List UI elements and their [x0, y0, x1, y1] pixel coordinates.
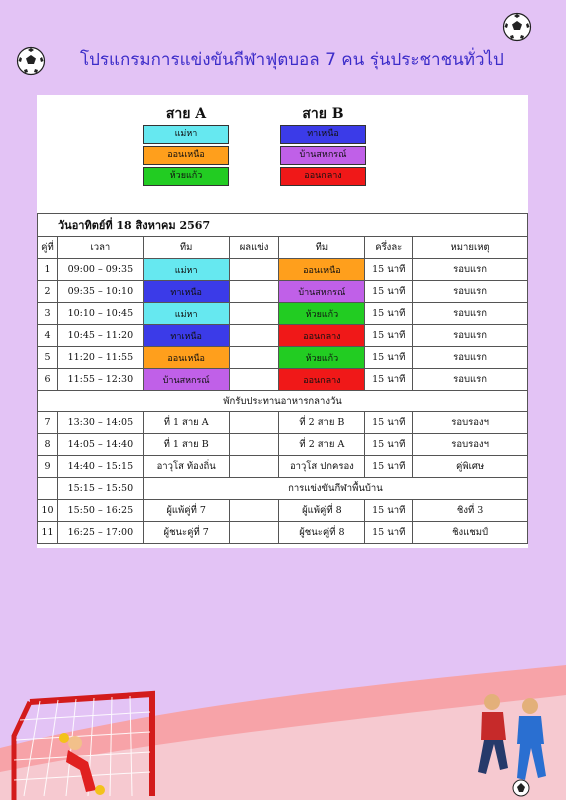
half-duration-cell: 15 นาที — [365, 500, 413, 522]
remark-cell: รอบรองฯ — [413, 434, 528, 456]
remark-cell: รอบแรก — [413, 281, 528, 303]
column-header: คู่ที่ — [38, 237, 58, 259]
score-cell — [229, 522, 279, 544]
column-header: หมายเหตุ — [413, 237, 528, 259]
group-a — [138, 103, 234, 188]
football-illustration — [0, 640, 566, 800]
time-cell: 10:45 – 11:20 — [57, 325, 143, 347]
remark-cell: รอบแรก — [413, 369, 528, 391]
match-no-cell: 11 — [38, 522, 58, 544]
half-duration-cell: 15 นาที — [365, 259, 413, 281]
group-b — [275, 103, 371, 188]
away-team-cell: ผู้แพ้คู่ที่ 8 — [279, 500, 365, 522]
column-header: ทีม — [279, 237, 365, 259]
away-team-cell: ที่ 2 สาย A — [279, 434, 365, 456]
half-duration-cell: 15 นาที — [365, 456, 413, 478]
schedule-sheet — [37, 95, 528, 548]
table-row — [38, 522, 528, 544]
half-duration-cell: 15 นาที — [365, 303, 413, 325]
match-no-cell: 1 — [38, 259, 58, 281]
score-cell — [229, 369, 279, 391]
date-row — [38, 214, 528, 237]
match-no-cell: 4 — [38, 325, 58, 347]
table-row — [38, 412, 528, 434]
column-header: ครึ่งละ — [365, 237, 413, 259]
time-cell: 09:00 – 09:35 — [57, 259, 143, 281]
time-cell: 15:15 – 15:50 — [57, 478, 143, 500]
score-cell — [229, 259, 279, 281]
match-no-cell: 6 — [38, 369, 58, 391]
group-a-team: แม่หา — [143, 125, 229, 144]
table-row — [38, 500, 528, 522]
home-team-cell: อาวุโส ท้องถิ่น — [143, 456, 229, 478]
match-no-cell — [38, 478, 58, 500]
score-cell — [229, 325, 279, 347]
header-row — [38, 237, 528, 259]
table-row — [38, 391, 528, 412]
group-b-team: บ้านสหกรณ์ — [280, 146, 366, 165]
match-no-cell: 5 — [38, 347, 58, 369]
group-b-team: ออนกลาง — [280, 167, 366, 186]
score-cell — [229, 412, 279, 434]
group-a-title: สาย A — [165, 106, 207, 122]
away-team-cell: ผู้ชนะคู่ที่ 8 — [279, 522, 365, 544]
score-cell — [229, 347, 279, 369]
match-no-cell: 10 — [38, 500, 58, 522]
score-cell — [229, 303, 279, 325]
home-team-cell: บ้านสหกรณ์ — [143, 369, 229, 391]
table-row — [38, 347, 528, 369]
home-team-cell: แม่หา — [143, 303, 229, 325]
home-team-cell: แม่หา — [143, 259, 229, 281]
schedule-table — [37, 213, 528, 544]
remark-cell: ชิงที่ 3 — [413, 500, 528, 522]
away-team-cell: ห้วยแก้ว — [279, 303, 365, 325]
half-duration-cell: 15 นาที — [365, 412, 413, 434]
score-cell — [229, 500, 279, 522]
time-cell: 14:05 – 14:40 — [57, 434, 143, 456]
away-team-cell: ห้วยแก้ว — [279, 347, 365, 369]
half-duration-cell: 15 นาที — [365, 347, 413, 369]
half-duration-cell: 15 นาที — [365, 325, 413, 347]
time-cell: 14:40 – 15:15 — [57, 456, 143, 478]
half-duration-cell: 15 นาที — [365, 522, 413, 544]
home-team-cell: ที่ 1 สาย A — [143, 412, 229, 434]
column-header: เวลา — [57, 237, 143, 259]
home-team-cell: ผู้ชนะคู่ที่ 7 — [143, 522, 229, 544]
group-b-team: ทาเหนือ — [280, 125, 366, 144]
home-team-cell: ออนเหนือ — [143, 347, 229, 369]
time-cell: 11:55 – 12:30 — [57, 369, 143, 391]
match-no-cell: 2 — [38, 281, 58, 303]
half-duration-cell: 15 นาที — [365, 281, 413, 303]
column-header: ผลแข่ง — [229, 237, 279, 259]
time-cell: 10:10 – 10:45 — [57, 303, 143, 325]
note-cell: พักรับประทานอาหารกลางวัน — [38, 391, 528, 412]
score-cell — [229, 281, 279, 303]
away-team-cell: บ้านสหกรณ์ — [279, 281, 365, 303]
away-team-cell: ออนกลาง — [279, 325, 365, 347]
home-team-cell: ที่ 1 สาย B — [143, 434, 229, 456]
soccer-ball-icon — [502, 12, 532, 42]
time-cell: 16:25 – 17:00 — [57, 522, 143, 544]
score-cell — [229, 456, 279, 478]
away-team-cell: ออนเหนือ — [279, 259, 365, 281]
remark-cell: รอบรองฯ — [413, 412, 528, 434]
time-cell: 09:35 – 10:10 — [57, 281, 143, 303]
match-no-cell: 7 — [38, 412, 58, 434]
remark-cell: รอบแรก — [413, 303, 528, 325]
match-no-cell: 3 — [38, 303, 58, 325]
match-no-cell: 8 — [38, 434, 58, 456]
soccer-ball-icon — [16, 46, 46, 76]
schedule-date: วันอาทิตย์ที่ 18 สิงหาคม 2567 — [38, 214, 528, 237]
table-row — [38, 259, 528, 281]
home-team-cell: ทาเหนือ — [143, 325, 229, 347]
half-duration-cell: 15 นาที — [365, 434, 413, 456]
table-row — [38, 434, 528, 456]
table-row — [38, 456, 528, 478]
match-no-cell: 9 — [38, 456, 58, 478]
table-row — [38, 369, 528, 391]
score-cell — [229, 434, 279, 456]
column-header: ทีม — [143, 237, 229, 259]
home-team-cell: ผู้แพ้คู่ที่ 7 — [143, 500, 229, 522]
group-a-team: ห้วยแก้ว — [143, 167, 229, 186]
away-team-cell: ออนกลาง — [279, 369, 365, 391]
group-b-title: สาย B — [302, 106, 344, 122]
page-title: โปรแกรมการแข่งขันกีฬาฟุตบอล 7 คน รุ่นประชาชนทั่วไป — [80, 50, 504, 70]
table-row — [38, 281, 528, 303]
table-row — [38, 303, 528, 325]
remark-cell: คู่พิเศษ — [413, 456, 528, 478]
table-row — [38, 478, 528, 500]
time-cell: 15:50 – 16:25 — [57, 500, 143, 522]
remark-cell: รอบแรก — [413, 347, 528, 369]
remark-cell: รอบแรก — [413, 259, 528, 281]
remark-cell: รอบแรก — [413, 325, 528, 347]
away-team-cell: ที่ 2 สาย B — [279, 412, 365, 434]
table-row — [38, 325, 528, 347]
away-team-cell: อาวุโส ปกครอง — [279, 456, 365, 478]
note-cell: การแข่งขันกีฬาพื้นบ้าน — [143, 478, 527, 500]
home-team-cell: ทาเหนือ — [143, 281, 229, 303]
group-a-team: ออนเหนือ — [143, 146, 229, 165]
time-cell: 11:20 – 11:55 — [57, 347, 143, 369]
remark-cell: ชิงแชมป์ — [413, 522, 528, 544]
half-duration-cell: 15 นาที — [365, 369, 413, 391]
time-cell: 13:30 – 14:05 — [57, 412, 143, 434]
